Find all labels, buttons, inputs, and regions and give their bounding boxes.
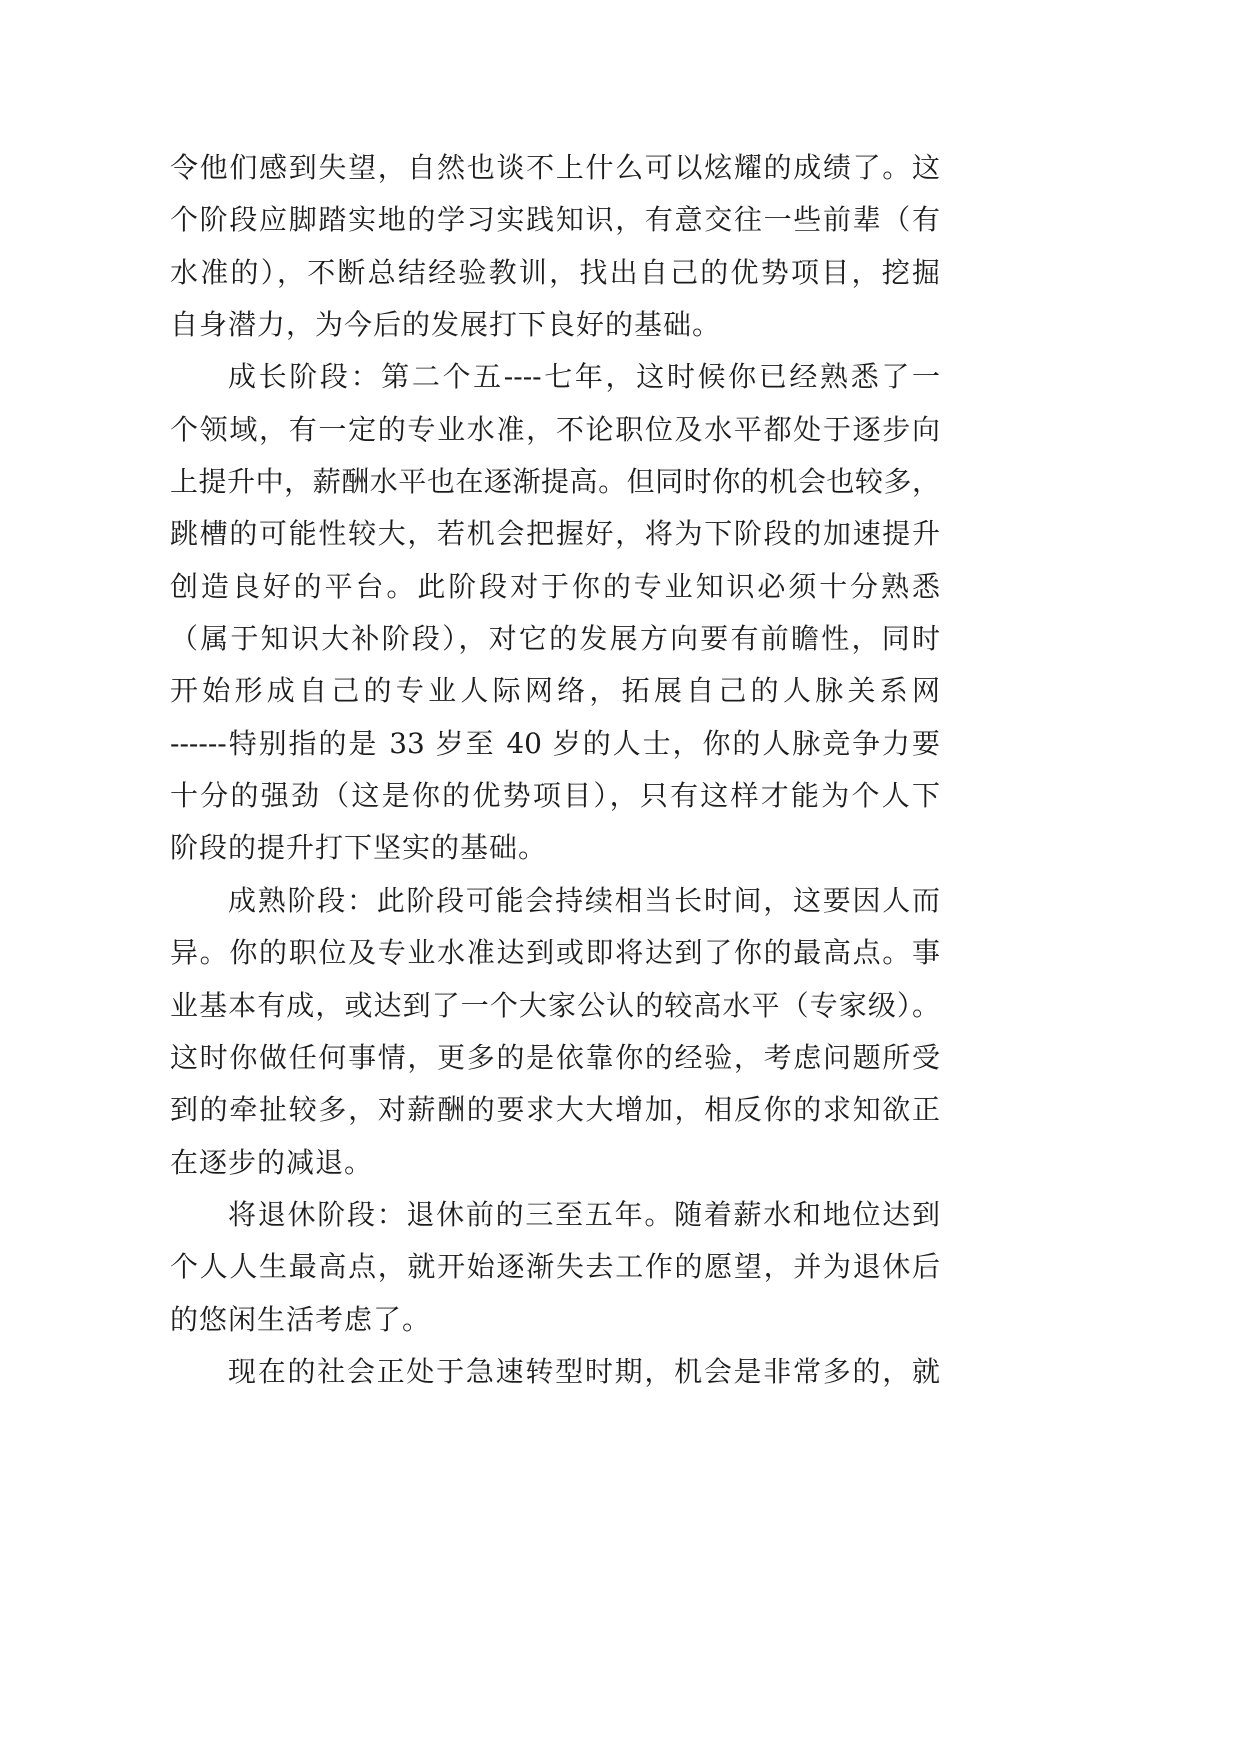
text-line: 令他们感到失望，自然也谈不上什么可以炫耀的成绩了。这 — [170, 151, 940, 184]
text-line: 这时你做任何事情，更多的是依靠你的经验，考虑问题所受 — [170, 1040, 940, 1074]
text-line: 上提升中，薪酬水平也在逐渐提高。但同时你的机会也较多， — [170, 465, 940, 499]
text-line: 创造良好的平台。此阶段对于你的专业知识必须十分熟悉 — [170, 569, 940, 603]
paragraph — [170, 1189, 940, 1346]
text-line: （属于知识大补阶段），对它的发展方向要有前瞻性，同时 — [170, 622, 940, 656]
text-line: 水准的），不断总结经验教训，找出自己的优势项目，挖掘 — [170, 255, 940, 289]
paragraph — [170, 351, 940, 874]
text-line: 个人人生最高点，就开始逐渐失去工作的愿望，并为退休后 — [170, 1250, 940, 1284]
paragraph — [170, 875, 940, 1189]
paragraph — [170, 142, 940, 351]
text-line: 到的牵扯较多，对薪酬的要求大大增加，相反你的求知欲正 — [170, 1093, 940, 1127]
paragraph — [170, 1346, 940, 1398]
text-line: 在逐步的减退。 — [170, 1145, 374, 1179]
text-line: 成熟阶段：此阶段可能会持续相当长时间，这要因人而 — [228, 883, 940, 917]
text-line: 自身潜力，为今后的发展打下良好的基础。 — [170, 308, 722, 342]
text-line: 个阶段应脚踏实地的学习实践知识，有意交往一些前辈（有 — [170, 203, 940, 237]
text-line: 个领域，有一定的专业水准，不论职位及水平都处于逐步向 — [170, 412, 940, 446]
body-text — [170, 142, 940, 1398]
text-line: 的悠闲生活考虑了。 — [170, 1302, 432, 1336]
text-line: 跳槽的可能性较大，若机会把握好，将为下阶段的加速提升 — [170, 517, 940, 551]
text-line: 现在的社会正处于急速转型时期，机会是非常多的，就 — [228, 1354, 940, 1388]
text-line: 将退休阶段：退休前的三至五年。随着薪水和地位达到 — [228, 1197, 940, 1231]
text-line: 业基本有成，或达到了一个大家公认的较高水平（专家级）。 — [170, 988, 940, 1022]
text-line: 异。你的职位及专业水准达到或即将达到了你的最高点。事 — [170, 936, 940, 970]
text-line: 十分的强劲（这是你的优势项目），只有这样才能为个人下 — [170, 779, 940, 813]
text-line: 阶段的提升打下坚实的基础。 — [170, 831, 548, 865]
text-line: 成长阶段：第二个五----七年，这时候你已经熟悉了一 — [228, 360, 940, 394]
text-line: ------特别指的是 33 岁至 40 岁的人士，你的人脉竞争力要 — [170, 726, 940, 760]
text-line: 开始形成自己的专业人际网络，拓展自己的人脉关系网 — [170, 674, 940, 708]
